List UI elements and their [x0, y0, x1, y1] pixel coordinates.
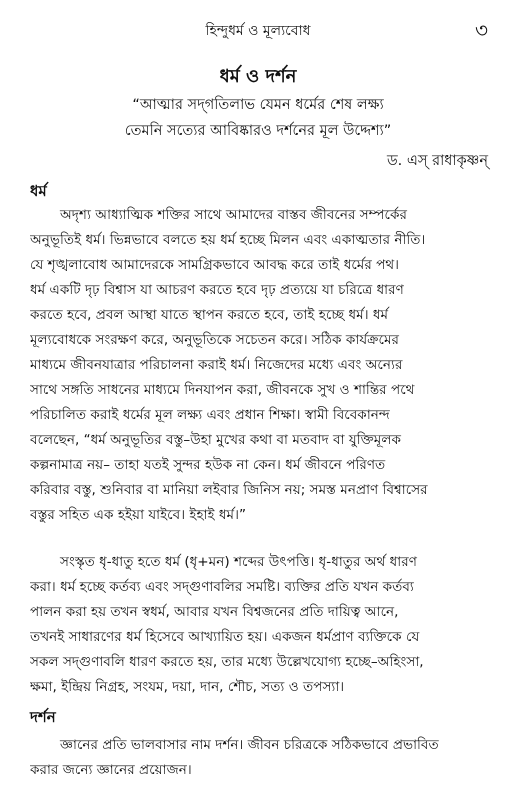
- text-line: পরিচালিত করাই ধর্মের মূল লক্ষ্য এবং প্রধান শিক্ষা। স্বামী বিবেকানন্দ: [30, 407, 390, 423]
- text-line: তখনই সাধারণের ধর্ম হিসেবে আখ্যায়িত হয়। একজন ধর্মপ্রাণ ব্যক্তিকে যে: [30, 629, 420, 645]
- text-line: করতে হবে, প্রবল আস্থা যাতে স্থাপন করতে হবে, তাই হচ্ছে ধর্ম। ধর্ম: [30, 307, 389, 323]
- section-heading-darshan: দর্শন: [30, 708, 56, 726]
- text-line: অনুভূতিই ধর্ম। ভিন্নভাবে বলতে হয় ধর্ম হচ্ছে মিলন এবং একাত্মতার নীতি।: [30, 232, 426, 248]
- text-line: সংস্কৃত ধৃ-ধাতু হতে ধর্ম (ধৃ+মন) শব্দের উৎপত্তি। ধৃ-ধাতুর অর্থ ধারণ: [60, 554, 417, 570]
- text-line: পালন করা হয় তখন স্বধর্ম, আবার যখন বিশ্বজনের প্রতি দায়িত্ব আনে,: [30, 604, 399, 620]
- paragraph-dharma-definition: [30, 203, 488, 528]
- text-line: যে শৃঙ্খলাবোধ আমাদেরকে সামগ্রিকভাবে আবদ্ধ করে তাই ধর্মের পথ।: [30, 257, 400, 273]
- text-line: করা। ধর্ম হচ্ছে কর্তব্য এবং সদ্‌গুণাবলির সমষ্টি। ব্যক্তির প্রতি যখন কর্তব্য: [30, 579, 414, 595]
- running-title: হিন্দুধর্ম ও মূল্যবোধ: [205, 23, 311, 39]
- text-line: ক্ষমা, ইন্দ্রিয় নিগ্রহ, সংযম, দয়া, দান, শৌচ, সত্য ও তপস্যা।: [30, 679, 345, 695]
- text-line: বস্তুর সহিত এক হইয়া যাইবে। ইহাই ধর্ম।”: [30, 507, 246, 523]
- epigraph-line-2: তেমনি সত্যের আবিষ্কারও দর্শনের মূল উদ্দেশ্য”: [124, 123, 392, 139]
- text-line: বলেছেন, “ধর্ম অনুভূতির বস্তু–উহা মুখের কথা বা মতবাদ বা যুক্তিমূলক: [30, 432, 401, 448]
- text-line: জ্ঞানের প্রতি ভালবাসার নাম দর্শন। জীবন চরিত্রকে সঠিকভাবে প্রভাবিত: [60, 737, 439, 753]
- page-number: ৩: [474, 18, 488, 42]
- paragraph-darshan-definition: [30, 733, 488, 783]
- epigraph-line-1: “আত্মার সদ্‌গতিলাভ যেমন ধর্মের শেষ লক্ষ্য: [132, 97, 384, 113]
- text-line: মূল্যবোধকে সংরক্ষণ করে, অনুভূতিকে সচেতন করে। সঠিক কার্যক্রমের: [30, 332, 400, 348]
- text-line: করার জন্যে জ্ঞানের প্রয়োজন।: [30, 762, 192, 778]
- text-line: সাথে সঙ্গতি সাধনের মাধ্যমে দিনযাপন করা, জীবনকে সুখ ও শান্তির পথে: [30, 382, 415, 398]
- section-heading-dharma: ধর্ম: [30, 182, 47, 200]
- text-line: মাধ্যমে জীবনযাত্রার পরিচালনা করাই ধর্ম। নিজেদের মধ্যে এবং অন্যের: [30, 357, 403, 373]
- text-line: ধর্ম একটি দৃঢ় বিশ্বাস যা আচরণ করতে হবে দৃঢ় প্রত্যয়ে যা চরিত্রে ধারণ: [30, 282, 404, 298]
- chapter-title: ধর্ম ও দর্শন: [219, 66, 297, 87]
- running-header: [0, 16, 516, 42]
- text-line: করিবার বস্তু, শুনিবার বা মানিয়া লইবার জিনিস নয়; সমস্ত মনপ্রাণ বিশ্বাসের: [30, 482, 428, 498]
- text-line: অদৃশ্য আধ্যাত্মিক শক্তির সাথে আমাদের বাস্তব জীবনের সম্পর্কের: [60, 207, 407, 223]
- paragraph-dharma-etymology: [30, 550, 488, 700]
- text-line: সকল সদ্‌গুণাবলি ধারণ করতে হয়, তার মধ্যে উল্লেখযোগ্য হচ্ছে–অহিংসা,: [30, 654, 424, 670]
- epigraph-attribution: ড. এস্‌ রাধাকৃষ্ণন্‌: [386, 153, 488, 169]
- text-line: কল্পনামাত্র নয়– তাহা যতই সুন্দর হউক না কেন। ধর্ম জীবনে পরিণত: [30, 457, 386, 473]
